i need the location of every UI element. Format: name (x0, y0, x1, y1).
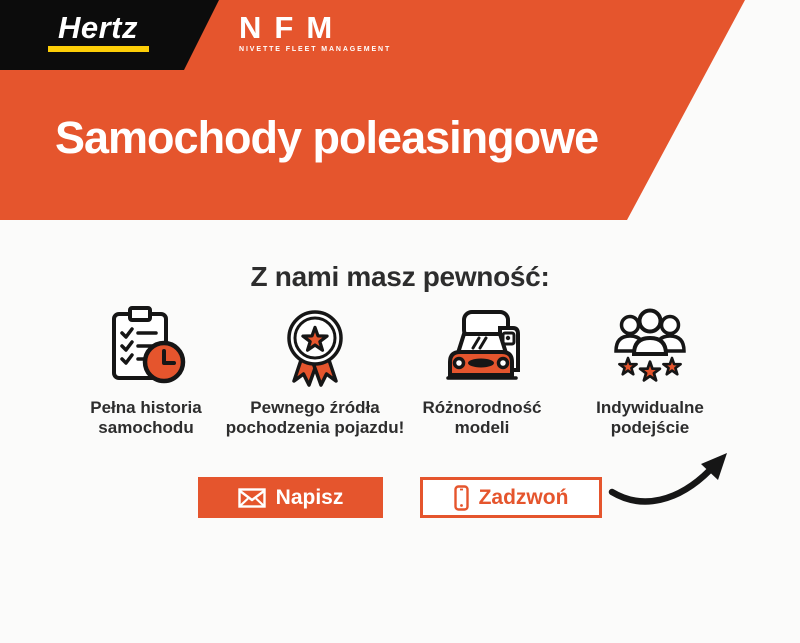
feature-label: Indywidualne podejście (596, 398, 704, 437)
car-icon (392, 304, 572, 392)
call-button[interactable] (420, 477, 602, 518)
envelope-icon (238, 488, 266, 508)
medal-star-icon (225, 304, 405, 392)
hertz-logo (46, 11, 150, 52)
clipboard-clock-icon (56, 304, 236, 392)
call-button-label: Zadzwoń (478, 485, 569, 509)
nfm-logo-subtitle: NIVETTE FLEET MANAGEMENT (239, 46, 392, 53)
feature-model-variety (392, 304, 572, 438)
write-button[interactable] (198, 477, 383, 518)
banner-title: Samochody poleasingowe (55, 112, 599, 163)
curved-arrow-icon (606, 440, 746, 518)
people-stars-icon (560, 304, 740, 392)
smartphone-icon (454, 485, 469, 511)
write-button-label: Napisz (275, 485, 344, 509)
feature-full-history (56, 304, 236, 438)
nfm-logo-text: NFM (239, 10, 346, 45)
feature-label: Różnorodność modeli (422, 398, 542, 437)
feature-label: Pewnego źródła pochodzenia pojazdu! (225, 398, 405, 437)
feature-label: Pełna historia samochodu (90, 398, 202, 437)
section-heading: Z nami masz pewność: (250, 261, 550, 292)
hertz-logo-text: Hertz (57, 10, 138, 45)
feature-individual-approach (560, 304, 740, 438)
feature-trusted-source (225, 304, 405, 438)
hertz-yellow-bar (48, 46, 149, 52)
nfm-logo (239, 12, 391, 53)
